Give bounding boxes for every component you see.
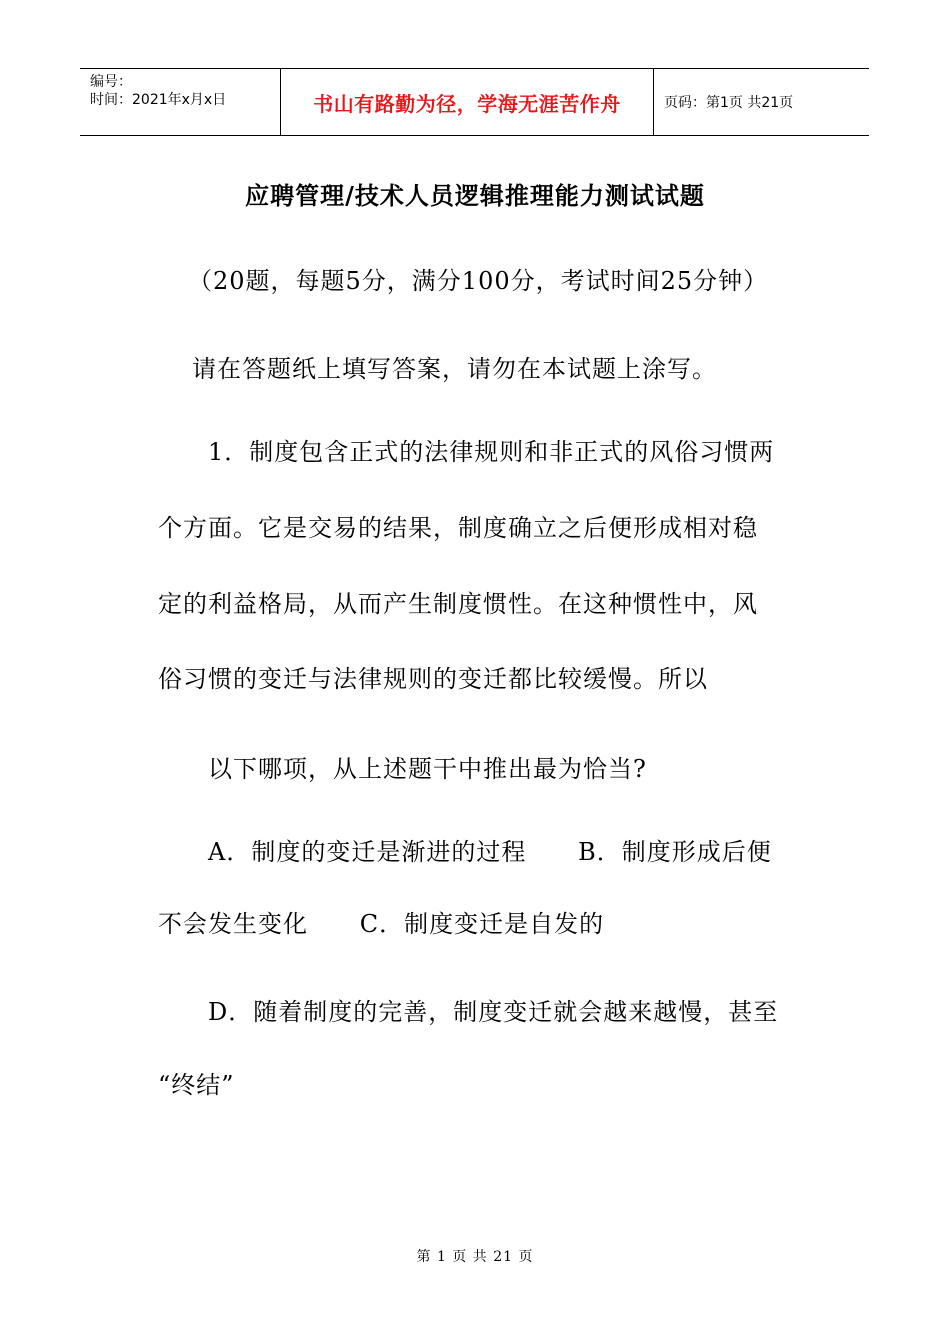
option-d-line-1: D．随着制度的完善，制度变迁就会越来越慢，甚至 [208,998,779,1026]
question-1-line-4: 俗习惯的变迁与法律规则的变迁都比较缓慢。所以 [158,665,708,693]
header-number-label: 编号： [90,74,132,90]
document-header [80,68,869,136]
page-footer: 第 1 页 共 21 页 [416,1249,534,1265]
header-motto: 书山有路勤为径，学海无涯苦作舟 [281,69,654,135]
header-meta-cell [80,69,281,135]
question-1-line-2: 个方面。它是交易的结果，制度确立之后便形成相对稳 [158,514,758,542]
header-page-info: 页码：第1页 共21页 [664,95,794,111]
exam-instructions: （20题，每题5分，满分100分，考试时间25分钟） [188,267,769,295]
header-date-label: 时间：2021年x月x日 [90,92,227,108]
question-1-line-1: 1．制度包含正式的法律规则和非正式的风俗习惯两 [208,438,775,466]
question-1-line-3: 定的利益格局，从而产生制度惯性。在这种惯性中，风 [158,590,758,618]
question-1-prompt: 以下哪项，从上述题干中推出最为恰当? [208,755,647,783]
exam-notice: 请在答题纸上填写答案，请勿在本试题上涂写。 [192,355,717,383]
option-d-line-2: “终结” [158,1071,235,1099]
options-line-1: A．制度的变迁是渐进的过程 B．制度形成后便 [208,838,772,866]
options-line-2: 不会发生变化 C．制度变迁是自发的 [158,910,605,938]
page-title: 应聘管理/技术人员逻辑推理能力测试试题 [245,181,705,210]
